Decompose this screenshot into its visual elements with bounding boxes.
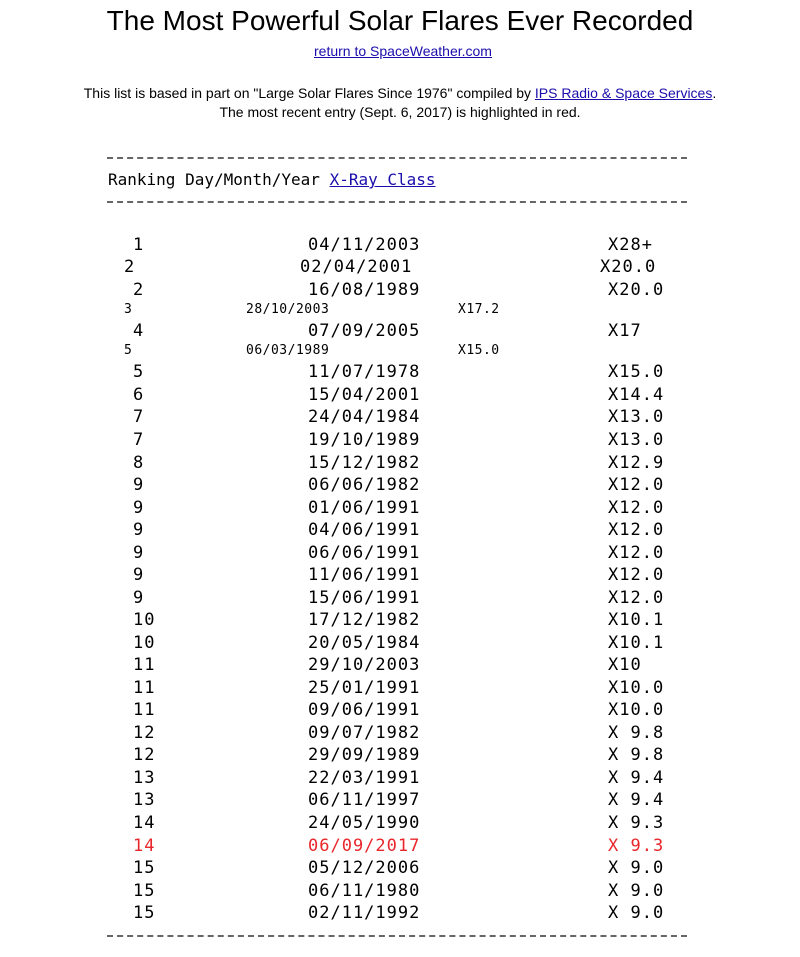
table-row <box>0 452 800 474</box>
table-row <box>0 744 800 766</box>
rank-cell: 10 <box>133 610 156 630</box>
rank-cell: 11 <box>133 700 156 720</box>
date-cell: 15/04/2001 <box>308 385 421 405</box>
date-cell: 24/04/1984 <box>308 407 421 427</box>
date-cell: 11/07/1978 <box>308 362 421 382</box>
rank-cell: 14 <box>133 813 156 833</box>
table-row <box>0 767 800 789</box>
xray-class-cell: X20.0 <box>600 257 657 277</box>
rank-cell: 14 <box>133 836 156 856</box>
date-cell: 06/06/1982 <box>308 475 421 495</box>
table-row <box>0 564 800 586</box>
rank-cell: 10 <box>133 633 156 653</box>
date-cell: 15/06/1991 <box>308 588 421 608</box>
rank-cell: 11 <box>133 655 156 675</box>
date-cell: 16/08/1989 <box>308 280 421 300</box>
xray-class-cell: X10.1 <box>608 610 665 630</box>
xray-class-cell: X15.0 <box>608 362 665 382</box>
date-cell: 01/06/1991 <box>308 498 421 518</box>
date-cell: 06/06/1991 <box>308 543 421 563</box>
rank-cell: 7 <box>133 407 145 427</box>
xray-class-cell: X17.2 <box>458 302 500 317</box>
date-cell: 06/03/1989 <box>246 343 330 358</box>
rank-cell: 4 <box>133 321 145 341</box>
date-cell: 17/12/1982 <box>308 610 421 630</box>
xray-class-cell: X 9.4 <box>608 768 665 788</box>
xray-class-cell: X 9.0 <box>608 881 665 901</box>
rank-cell: 12 <box>133 745 156 765</box>
date-cell: 09/07/1982 <box>308 723 421 743</box>
rank-cell: 9 <box>133 498 145 518</box>
xray-class-cell: X 9.3 <box>608 813 665 833</box>
table-row <box>0 519 800 541</box>
rank-cell: 11 <box>133 678 156 698</box>
xray-class-cell: X15.0 <box>458 343 500 358</box>
xray-class-cell: X10 <box>608 655 642 675</box>
table-row <box>0 677 800 699</box>
xray-class-cell: X12.0 <box>608 498 665 518</box>
rank-cell: 15 <box>133 858 156 878</box>
rank-cell: 5 <box>133 362 145 382</box>
xray-class-cell: X12.0 <box>608 475 665 495</box>
date-cell: 28/10/2003 <box>246 302 330 317</box>
header-rank-date: Ranking Day/Month/Year <box>108 170 320 189</box>
date-cell: 02/11/1992 <box>308 903 421 923</box>
rank-cell: 6 <box>133 385 145 405</box>
table-row <box>0 789 800 811</box>
rank-cell: 2 <box>124 257 136 277</box>
table-row <box>0 654 800 676</box>
date-cell: 06/11/1980 <box>308 881 421 901</box>
xray-class-cell: X10.0 <box>608 700 665 720</box>
table-row <box>0 542 800 564</box>
table-row <box>0 632 800 654</box>
xray-class-cell: X12.9 <box>608 453 665 473</box>
table-row <box>0 279 800 301</box>
rank-cell: 9 <box>133 543 145 563</box>
rank-cell: 15 <box>133 903 156 923</box>
rank-cell: 9 <box>133 565 145 585</box>
rank-cell: 8 <box>133 453 145 473</box>
xray-class-cell: X14.4 <box>608 385 665 405</box>
table-row <box>0 406 800 428</box>
rank-cell: 5 <box>124 343 133 358</box>
xray-class-cell: X 9.0 <box>608 903 665 923</box>
xray-class-cell: X12.0 <box>608 565 665 585</box>
table-row <box>0 812 800 834</box>
xray-class-cell: X 9.8 <box>608 745 665 765</box>
date-cell: 04/11/2003 <box>308 235 421 255</box>
ips-link[interactable]: IPS Radio & Space Services <box>534 85 713 101</box>
table-row <box>0 256 800 278</box>
intro-line-1 <box>0 84 800 103</box>
date-cell: 19/10/1989 <box>308 430 421 450</box>
xray-class-cell: X13.0 <box>608 430 665 450</box>
table-row <box>0 857 800 879</box>
date-cell: 24/05/1990 <box>308 813 421 833</box>
date-cell: 29/10/2003 <box>308 655 421 675</box>
table-row <box>0 361 800 383</box>
table-row-highlighted <box>0 835 800 857</box>
date-cell: 22/03/1991 <box>308 768 421 788</box>
header-divider <box>107 201 687 203</box>
xray-class-cell: X12.0 <box>608 520 665 540</box>
xray-class-cell: X10.1 <box>608 633 665 653</box>
xray-class-cell: X13.0 <box>608 407 665 427</box>
table-row <box>0 234 800 256</box>
date-cell: 09/06/1991 <box>308 700 421 720</box>
xray-class-link[interactable]: X-Ray Class <box>329 170 436 189</box>
rank-cell: 13 <box>133 790 156 810</box>
rank-cell: 2 <box>133 280 145 300</box>
table-row <box>0 429 800 451</box>
intro-suffix: . <box>712 85 717 101</box>
xray-class-cell: X17 <box>608 321 642 341</box>
xray-class-cell: X12.0 <box>608 588 665 608</box>
date-cell: 29/09/1989 <box>308 745 421 765</box>
intro-line-2: The most recent entry (Sept. 6, 2017) is highlighted in red. <box>219 104 581 120</box>
date-cell: 06/09/2017 <box>308 836 421 856</box>
date-cell: 06/11/1997 <box>308 790 421 810</box>
table-row <box>0 722 800 744</box>
xray-class-cell: X12.0 <box>608 543 665 563</box>
xray-class-cell: X 9.4 <box>608 790 665 810</box>
rank-cell: 9 <box>133 588 145 608</box>
table-row <box>0 497 800 519</box>
table-row <box>0 699 800 721</box>
page-title: The Most Powerful Solar Flares Ever Recorded <box>106 5 694 36</box>
xray-class-cell: X 9.8 <box>608 723 665 743</box>
rank-cell: 15 <box>133 881 156 901</box>
xray-class-cell: X 9.3 <box>608 836 665 856</box>
table-header <box>108 169 436 191</box>
return-link[interactable]: return to SpaceWeather.com <box>314 43 492 59</box>
return-link-wrapper <box>0 42 800 60</box>
table-row <box>0 320 800 342</box>
xray-class-cell: X28+ <box>608 235 653 255</box>
xray-class-cell: X 9.0 <box>608 858 665 878</box>
top-divider <box>107 157 687 159</box>
rank-cell: 3 <box>124 302 133 317</box>
table-row <box>0 474 800 496</box>
table-row <box>0 880 800 902</box>
date-cell: 02/04/2001 <box>300 257 413 277</box>
bottom-divider <box>107 935 687 937</box>
date-cell: 07/09/2005 <box>308 321 421 341</box>
table-row <box>0 384 800 406</box>
intro-text <box>0 84 800 122</box>
table-row <box>0 609 800 631</box>
date-cell: 04/06/1991 <box>308 520 421 540</box>
rank-cell: 1 <box>133 235 145 255</box>
xray-class-cell: X10.0 <box>608 678 665 698</box>
rank-cell: 13 <box>133 768 156 788</box>
intro-prefix: This list is based in part on "Large Solar Flares Since 1976" compiled by <box>83 85 535 101</box>
table-row <box>0 902 800 924</box>
rank-cell: 9 <box>133 520 145 540</box>
xray-class-cell: X20.0 <box>608 280 665 300</box>
date-cell: 05/12/2006 <box>308 858 421 878</box>
date-cell: 11/06/1991 <box>308 565 421 585</box>
rank-cell: 12 <box>133 723 156 743</box>
date-cell: 25/01/1991 <box>308 678 421 698</box>
table-row <box>0 587 800 609</box>
date-cell: 20/05/1984 <box>308 633 421 653</box>
date-cell: 15/12/1982 <box>308 453 421 473</box>
rank-cell: 7 <box>133 430 145 450</box>
rank-cell: 9 <box>133 475 145 495</box>
